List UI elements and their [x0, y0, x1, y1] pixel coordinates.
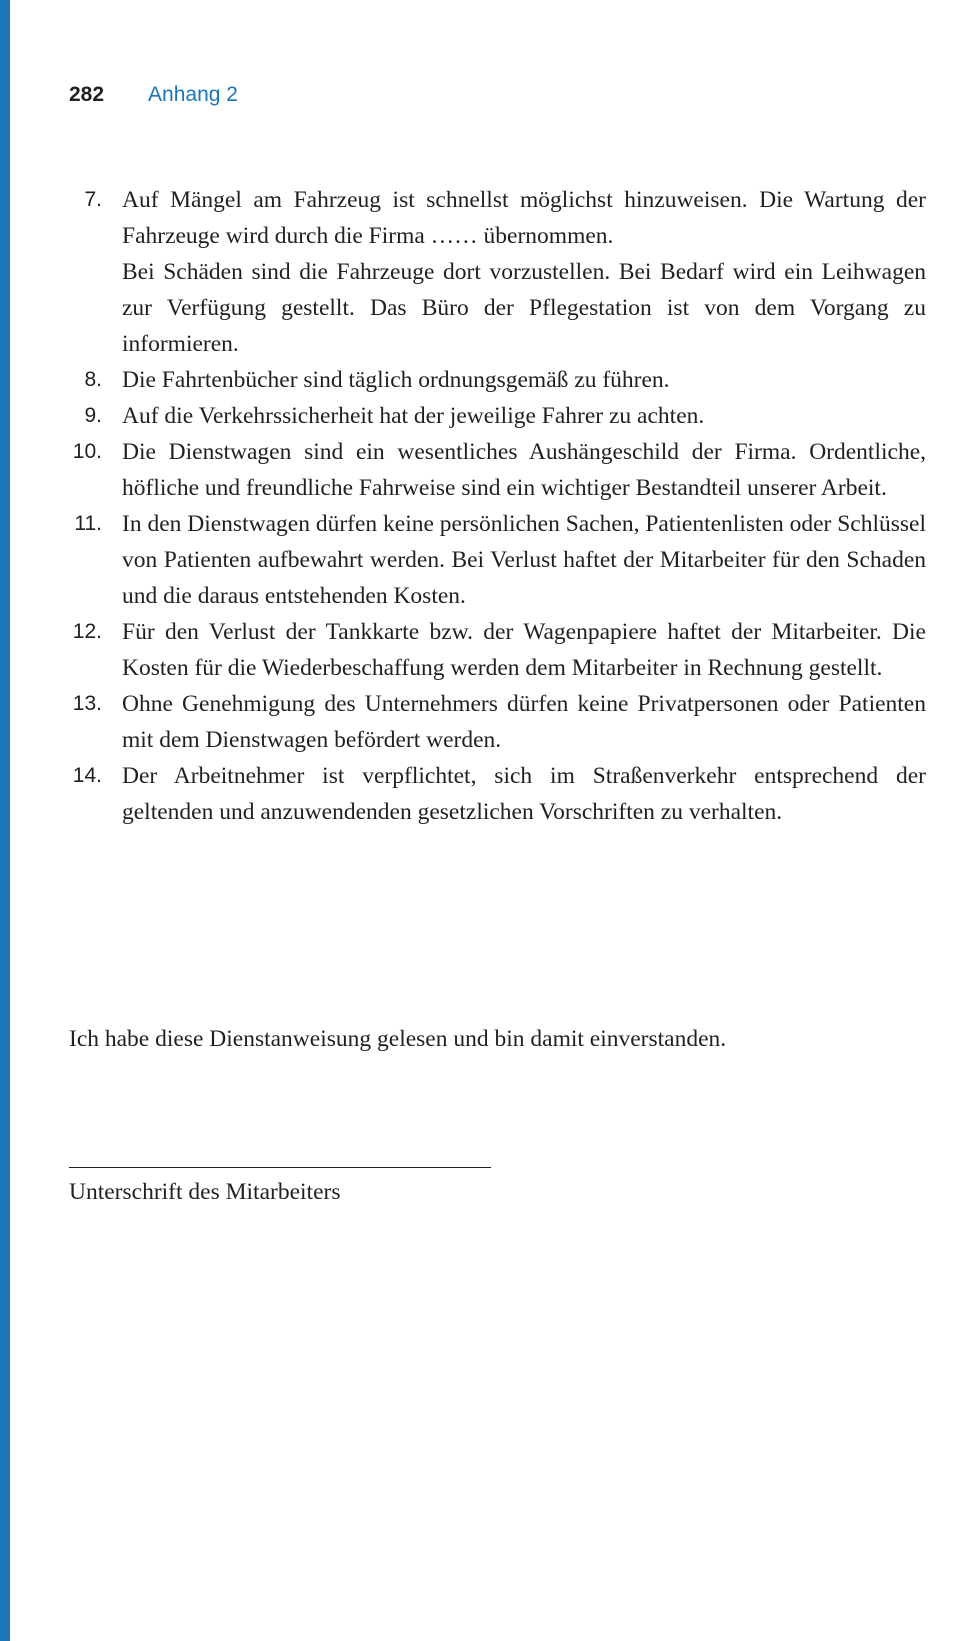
rule-number: 9.: [84, 404, 102, 427]
rule-14: [69, 758, 926, 830]
rule-text: Der Arbeitnehmer ist verpflichtet, sich im Straßenverkehr entsprechend der geltenden und anzuwendenden gesetzlichen Vorschriften zu verhalten.: [122, 763, 926, 825]
rule-text: Für den Verlust der Tankkarte bzw. der Wagenpapiere haftet der Mitarbeiter. Die Kosten für die Wiederbeschaffung werden dem Mitarbeiter in Rechnung gestellt.: [122, 619, 926, 681]
rule-text: Die Fahrtenbücher sind täglich ordnungsgemäß zu führen.: [122, 367, 670, 393]
signature-line: [69, 1167, 491, 1168]
signature-label: Unterschrift des Mitarbeiters: [69, 1179, 341, 1205]
rules-list: [69, 182, 926, 830]
rule-12: [69, 614, 926, 686]
rule-number: 11.: [74, 512, 102, 535]
rule-7: [69, 182, 926, 362]
rule-number: 7.: [84, 188, 102, 211]
rule-text: Ohne Genehmigung des Unternehmers dürfen keine Privatpersonen oder Patienten mit dem Dienstwagen befördert werden.: [122, 691, 926, 753]
rule-9: [69, 398, 926, 434]
consent-statement: Ich habe diese Dienstanweisung gelesen und bin damit einverstanden.: [69, 1026, 727, 1052]
rule-number: 13.: [72, 692, 102, 715]
running-head: [69, 84, 238, 105]
rule-number: 14.: [72, 764, 102, 787]
rule-10: [69, 434, 926, 506]
rule-number: 10.: [72, 440, 102, 463]
page-number: 282: [69, 83, 105, 106]
rule-text: Die Dienstwagen sind ein wesentliches Aushängeschild der Firma. Ordentliche, höfliche und freundliche Fahrweise sind ein wichtiger Bestandteil unserer Arbeit.: [122, 439, 926, 501]
page-edge-bar: [0, 0, 10, 1641]
rule-11: [69, 506, 926, 614]
rule-13: [69, 686, 926, 758]
rule-8: [69, 362, 926, 398]
rule-text: Auf die Verkehrssicherheit hat der jeweilige Fahrer zu achten.: [122, 403, 705, 429]
rule-number: 12.: [72, 620, 102, 643]
rule-number: 8.: [84, 368, 102, 391]
section-title: Anhang 2: [148, 83, 238, 106]
rule-text: In den Dienstwagen dürfen keine persönlichen Sachen, Patientenlisten oder Schlüssel von Patienten aufbewahrt werden. Bei Verlust haftet der Mitarbeiter für den Schaden und die daraus entstehenden Kosten.: [122, 511, 926, 609]
rule-text: Auf Mängel am Fahrzeug ist schnellst möglichst hinzuweisen. Die Wartung der Fahrzeuge wird durch die Firma …… übernommen. Bei Schäden sind die Fahrzeuge dort vorzustellen. Bei Bedarf wird ein Leihwagen zur Verfügung gestellt. Das Büro der Pflegestation ist von dem Vorgang zu informieren.: [122, 187, 926, 357]
